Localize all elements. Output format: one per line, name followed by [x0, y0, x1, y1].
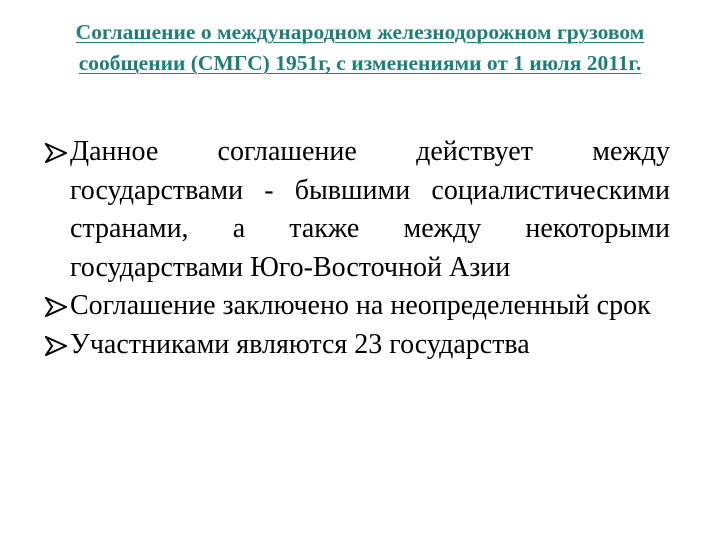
arrowhead-bullet-icon: [45, 143, 67, 163]
bullet-item: [45, 133, 670, 287]
bullet-item: [45, 326, 670, 365]
bullet-text: Участниками являются 23 государства: [70, 328, 530, 360]
bullet-list: [45, 133, 670, 364]
arrowhead-bullet-icon: [45, 336, 67, 356]
slide-title: Соглашение о международном железнодорожном грузовом сообщении (СМГС) 1951г, с изменениями от 1 июля 2011г.: [75, 20, 645, 75]
bullet-text: Соглашение заключено на неопределенный срок: [70, 290, 651, 321]
arrowhead-bullet-icon: [45, 297, 67, 317]
bullet-item: [45, 287, 670, 326]
bullet-text: Данное соглашение действует между государствами - бывшими социалистическими странами, а также между некоторыми государствами Юго-Восточной Азии: [70, 136, 670, 283]
